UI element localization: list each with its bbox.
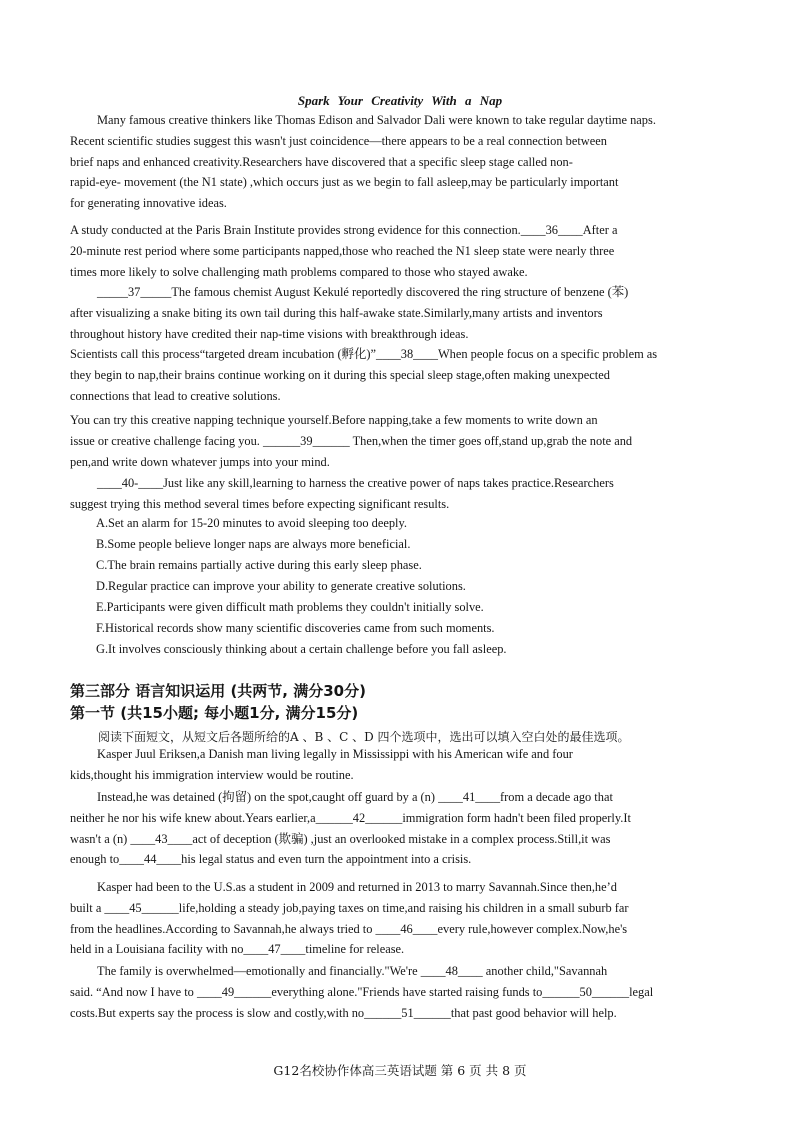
text-line: Recent scientific studies suggest this wasn't just coincidence—there appears to be a real connection between [70,133,607,148]
text-line: said. “And now I have to ____49______everything alone."Friends have started raising funds to______50______legal [70,984,654,999]
text-line: costs.But experts say the process is slow and costly,with no______51______that past good behavior will help. [70,1005,617,1020]
text-line: brief naps and enhanced creativity.Researchers have discovered that a specific sleep stage called non- [70,154,573,169]
paragraph-6 [70,473,726,515]
text-line: wasn't a (n) ____43____act of deception (欺骗) ,just an overlooked mistake in a complex process.Still,it was [70,831,611,846]
text-line: pen,and write down whatever jumps into your mind. [70,454,330,469]
option-g: G.It involves consciously thinking about a certain challenge before you fall asleep. [96,642,507,656]
text-line: kids,thought his immigration interview would be routine. [70,767,354,782]
text-line: Scientists call this process“targeted dream incubation (孵化)”____38____When people focus on a specific problem as [70,347,658,361]
cloze-paragraph-2 [70,787,726,870]
text-line: neither he nor his wife knew about.Years earlier,a______42______immigration form hadn't been filed properly.It [70,810,631,825]
cloze-paragraph-1 [70,744,726,786]
section-3-heading: 第三部分 语言知识运用 (共两节, 满分30分) [70,682,366,700]
option-a: A.Set an alarm for 15-20 minutes to avoid sleeping too deeply. [96,516,407,530]
text-line: The family is overwhelmed—emotionally and financially."We're ____48____ another child,"Savannah [97,964,608,978]
text-line: after visualizing a snake biting its own tail during this half-awake state.Similarly,many artists and inventors [70,305,603,320]
text-line: 20-minute rest period where some participants napped,those who reached the N1 sleep state were nearly three [70,243,615,258]
paragraph-2 [70,220,726,282]
cloze-paragraph-3 [70,877,726,960]
option-d: D.Regular practice can improve your ability to generate creative solutions. [96,579,466,593]
text-line: held in a Louisiana facility with no____47____timeline for release. [70,942,405,957]
paragraph-1 [70,110,726,214]
text-line: suggest trying this method several times before expecting significant results. [70,496,450,511]
paragraph-5 [70,410,726,472]
instructions: 阅读下面短文，从短文后各题所给的A 、B 、C 、D 四个选项中，选出可以填入空白处的最佳选项。 [98,730,630,744]
text-line: from the headlines.According to Savannah,he always tried to ____46____every rule,however complex.Now,he's [70,921,628,936]
text-line: Kasper had been to the U.S.as a student in 2009 and returned in 2013 to marry Savannah.Since then,he’d [97,880,617,894]
text-line: throughout history have credited their nap-time visions with breakthrough ideas. [70,326,469,341]
cloze-paragraph-4 [70,961,726,1023]
text-line: rapid-eye- movement (the N1 state) ,which occurs just as we begin to fall asleep,may be particularly important [70,175,619,190]
text-line: ____40-____Just like any skill,learning to harness the creative power of naps takes practice.Researchers [97,476,614,490]
text-line: for generating innovative ideas. [70,196,227,211]
page-footer: G12名校协作体高三英语试题 第 6 页 共 8 页 [273,1063,527,1078]
section-1-heading: 第一节 (共15小题; 每小题1分, 满分15分) [70,704,359,722]
text-line: Instead,he was detained (拘留) on the spot,caught off guard by a (n) ____41____from a decade ago that [97,790,613,804]
text-line: they begin to nap,their brains continue working on it during this special sleep stage,often making unexpected [70,367,610,382]
text-line: issue or creative challenge facing you. ______39______ Then,when the timer goes off,stand up,grab the note and [70,433,633,448]
text-line: built a ____45______life,holding a steady job,paying taxes on time,and raising his children in a small suburb far [70,900,629,915]
paragraph-4 [70,344,726,406]
option-e: E.Participants were given difficult math problems they couldn't initially solve. [96,600,484,614]
text-line: A study conducted at the Paris Brain Institute provides strong evidence for this connection.____36____After a [70,223,618,237]
text-line: Many famous creative thinkers like Thomas Edison and Salvador Dali were known to take regular daytime naps. [97,113,656,127]
passage-title: Spark Your Creativity With a Nap [297,93,503,108]
text-line: _____37_____The famous chemist August Kekulé reportedly discovered the ring structure of benzene (苯) [97,285,629,299]
text-line: times more likely to solve challenging math problems compared to those who stayed awake. [70,264,528,279]
option-b: B.Some people believe longer naps are always more beneficial. [96,537,411,551]
option-c: C.The brain remains partially active during this early sleep phase. [96,558,422,572]
text-line: Kasper Juul Eriksen,a Danish man living legally in Mississippi with his American wife and four [97,747,573,761]
option-f: F.Historical records show many scientific discoveries came from such moments. [96,621,495,635]
paragraph-3 [70,282,726,344]
text-line: enough to____44____his legal status and even turn the appointment into a crisis. [70,852,472,867]
text-line: You can try this creative napping technique yourself.Before napping,take a few moments to write down an [70,413,598,427]
text-line: connections that lead to creative solutions. [70,388,281,403]
